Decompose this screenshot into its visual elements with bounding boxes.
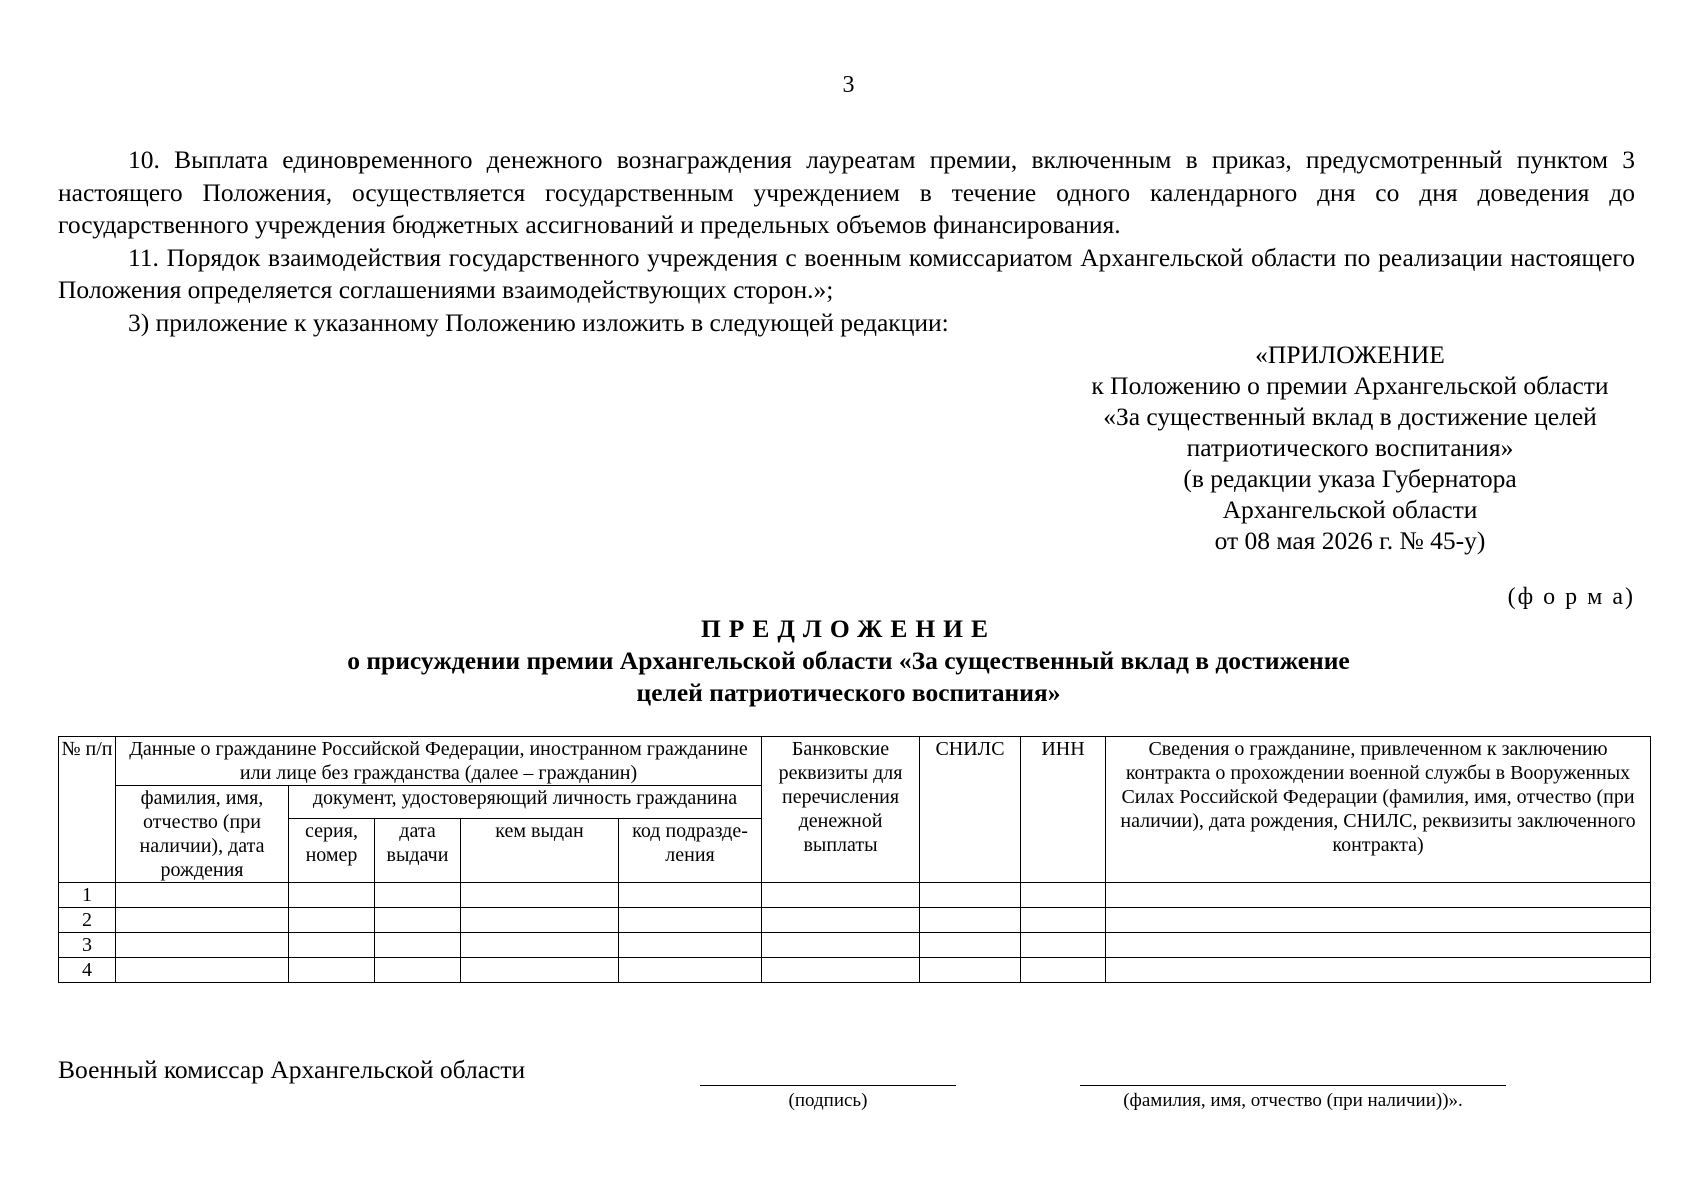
table-cell xyxy=(116,933,289,958)
appendix-line: Архангельской области xyxy=(1222,495,1478,524)
table-cell xyxy=(1106,933,1651,958)
title-line-2: о присуждении премии Архангельской области «За существенный вклад в достижение xyxy=(347,646,1350,675)
table-cell xyxy=(619,883,762,908)
header-code: код подразде-ления xyxy=(619,818,762,882)
body-text xyxy=(58,144,1635,339)
table-cell xyxy=(762,908,920,933)
table-cell xyxy=(762,883,920,908)
signature-line xyxy=(700,1085,956,1086)
table-cell xyxy=(920,908,1021,933)
signatory-title: Военный комиссар Архангельской области xyxy=(58,1055,526,1084)
title-line-1: ПРЕДЛОЖЕНИЕ xyxy=(700,614,997,643)
table-cell xyxy=(762,958,920,983)
header-num: № п/п xyxy=(59,737,116,883)
header-fio: фамилия, имя, отчество (при наличии), дата рождения xyxy=(116,786,289,883)
table-cell xyxy=(116,958,289,983)
table-cell xyxy=(375,908,461,933)
table-row xyxy=(59,908,1651,933)
table-cell xyxy=(289,933,375,958)
form-table xyxy=(58,736,1651,983)
title-line-3: целей патриотического воспитания» xyxy=(636,678,1061,707)
table-cell xyxy=(920,958,1021,983)
appendix-line: «ПРИЛОЖЕНИЕ xyxy=(1255,340,1445,369)
table-cell xyxy=(619,908,762,933)
header-inn: ИНН xyxy=(1021,737,1106,883)
table-cell xyxy=(920,883,1021,908)
signature-caption: (подпись) xyxy=(788,1090,868,1111)
paragraph-11: 11. Порядок взаимодействия государственного учреждения с военным комиссариатом Архангельской области по реализации настоящего Положения определяется соглашениями взаимодействующих сторон.»; xyxy=(58,242,1635,304)
table-cell xyxy=(116,883,289,908)
table-cell xyxy=(375,933,461,958)
table-cell xyxy=(1106,958,1651,983)
row-number: 2 xyxy=(59,908,116,933)
table-cell xyxy=(1106,908,1651,933)
appendix-line: патриотического воспитания» xyxy=(1186,433,1514,462)
header-issued-by: кем выдан xyxy=(461,818,619,882)
table-cell xyxy=(1021,958,1106,983)
table-cell xyxy=(1021,933,1106,958)
table-cell xyxy=(1021,908,1106,933)
table-cell xyxy=(920,933,1021,958)
row-number: 1 xyxy=(59,883,116,908)
table-cell xyxy=(1106,883,1651,908)
table-cell xyxy=(461,958,619,983)
page-number: 3 xyxy=(842,72,855,98)
header-citizen-data: Данные о гражданине Российской Федерации, иностранном гражданине или лице без гражданства (далее – гражданин) xyxy=(116,737,762,786)
table-cell xyxy=(762,933,920,958)
table-row xyxy=(59,958,1651,983)
appendix-line: (в редакции указа Губернатора xyxy=(1183,464,1517,493)
header-date: дата выдачи xyxy=(375,818,461,882)
form-title xyxy=(0,613,1697,709)
appendix-header xyxy=(1020,339,1680,556)
table-cell xyxy=(375,958,461,983)
row-number: 4 xyxy=(59,958,116,983)
row-number: 3 xyxy=(59,933,116,958)
table-cell xyxy=(619,933,762,958)
table-cell xyxy=(461,933,619,958)
table-cell xyxy=(375,883,461,908)
paragraph-3: 3) приложение к указанному Положению изложить в следующей редакции: xyxy=(128,307,949,337)
appendix-line: «За существенный вклад в достижение целей xyxy=(1103,402,1597,431)
header-bank: Банковские реквизиты для перечисления денежной выплаты xyxy=(762,737,920,883)
paragraph-10: 10. Выплата единовременного денежного вознаграждения лауреатам премии, включенным в приказ, предусмотренный пунктом 3 настоящего Положения, осуществляется государственным учреждением в течение одного календарного дня со дня доведения до государственного учреждения бюджетных ассигнований и предельных объемов финансирования. xyxy=(58,145,1635,239)
table-cell xyxy=(619,958,762,983)
header-document: документ, удостоверяющий личность гражданина xyxy=(289,786,762,819)
table-row xyxy=(59,933,1651,958)
table-cell xyxy=(289,883,375,908)
header-series: серия, номер xyxy=(289,818,375,882)
table-cell xyxy=(1021,883,1106,908)
appendix-line: к Положению о премии Архангельской области xyxy=(1091,371,1609,400)
name-caption: (фамилия, имя, отчество (при наличии))». xyxy=(1123,1090,1463,1111)
table-cell xyxy=(461,908,619,933)
table-cell xyxy=(116,908,289,933)
table-row xyxy=(59,883,1651,908)
forma-label: (ф о р м а) xyxy=(1507,584,1635,610)
name-line xyxy=(1080,1085,1506,1086)
table-cell xyxy=(461,883,619,908)
table-cell xyxy=(289,958,375,983)
appendix-line: от 08 мая 2026 г. № 45-у) xyxy=(1214,526,1486,555)
header-snils: СНИЛС xyxy=(920,737,1021,883)
table-cell xyxy=(289,908,375,933)
header-info: Сведения о гражданине, привлеченном к заключению контракта о прохождении военной службы в Вооруженных Силах Российской Федерации (фамилия, имя, отчество (при наличии), дата рождения, СНИЛС, реквизиты заключенного контракта) xyxy=(1106,737,1651,883)
